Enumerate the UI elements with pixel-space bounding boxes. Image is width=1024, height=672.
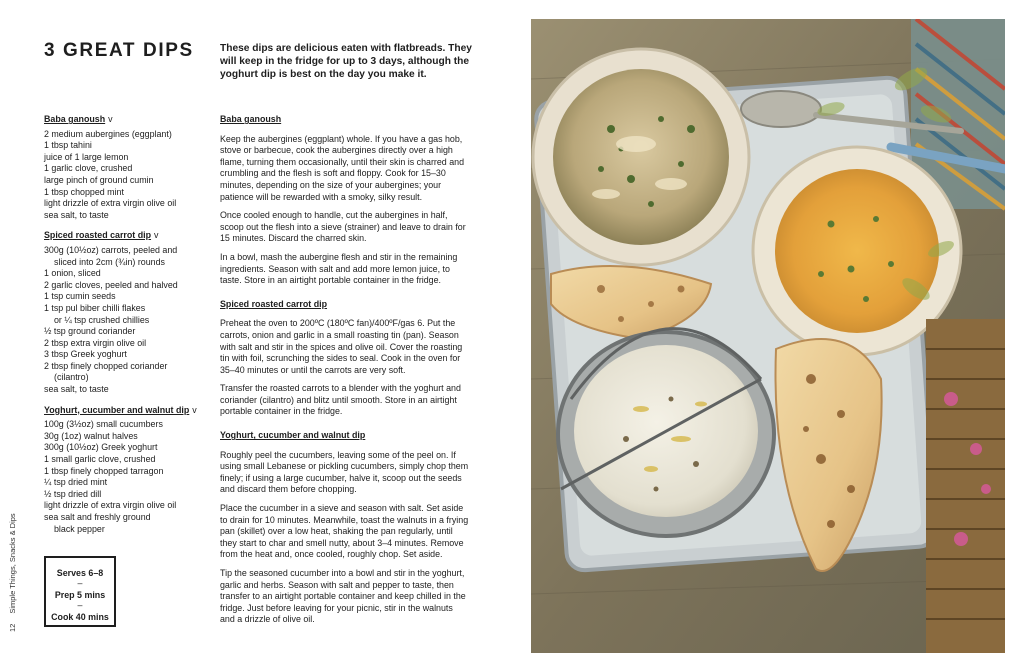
ingredient-item: light drizzle of extra virgin olive oil xyxy=(44,198,177,209)
ingredient-item: ½ tsp dried dill xyxy=(44,488,102,499)
ingredient-item: 300g (10½oz) carrots, peeled and xyxy=(44,244,178,255)
ingredient-item: black pepper xyxy=(54,523,105,534)
cook-time-text: Cook 40 mins xyxy=(51,612,109,622)
food-photo xyxy=(531,19,1005,653)
ingredient-item: 2 tbsp finely chopped coriander xyxy=(44,360,168,371)
ingredient-item: 1 tsp cumin seeds xyxy=(44,291,116,302)
ingredients-heading-baba-text: Baba ganoush xyxy=(44,114,106,124)
vegetarian-mark: v xyxy=(192,404,197,415)
method-heading-baba: Baba ganoush xyxy=(220,114,282,124)
ingredient-list-yoghurt xyxy=(44,419,216,535)
method-paragraph: Roughly peel the cucumbers, leaving some of the peel on. If using small Lebanese or pickling cucumbers, simply chop them finely; if using a large cucumber, halve it, scoop out the seeds and discard them before chopping. xyxy=(220,449,469,495)
method-paragraph: Once cooled enough to handle, cut the aubergines in half, scoop out the flesh into a sieve (strainer) and leave to drain for 15 minutes. Discard the charred skin. xyxy=(220,210,466,244)
method-paragraph: Place the cucumber in a sieve and season with salt. Set aside to drain for 10 minutes. Meanwhile, toast the walnuts in a frying pan (skillet) over a low heat, shaking the pan regularly, until they start to char and smell nutty, about 3–4 minutes. Remove from the heat and, once cooled, roughly chop. Set aside. xyxy=(220,503,469,560)
wicker-basket xyxy=(926,319,1005,653)
method-paragraph: Transfer the roasted carrots to a blender with the yoghurt and coriander (cilantro) and blitz until smooth. Store in an airtight portable container in the fridge. xyxy=(220,383,461,417)
ingredients-heading-carrot-text: Spiced roasted carrot dip xyxy=(44,230,152,241)
ingredient-item: 3 tbsp Greek yoghurt xyxy=(44,349,127,360)
method-paragraph: Tip the seasoned cucumber into a bowl and stir in the yoghurt, garlic and herbs. Season with salt and pepper to taste, then transfer to an airtight portable container and keep chilled in the fridge. Just before leaving for your picnic, stir in the walnuts and a drizzle of olive oil. xyxy=(220,568,466,625)
ingredient-item: (cilantro) xyxy=(54,372,89,383)
ingredients-heading-carrot xyxy=(44,230,216,242)
ingredient-item: sliced into 2cm (¾in) rounds xyxy=(54,256,165,267)
serves-text: Serves 6–8 xyxy=(56,568,104,578)
method-column xyxy=(220,114,470,633)
intro-text: These dips are delicious eaten with flatbreads. They will keep in the fridge for up to 3 days, although the yoghurt dip is best on the day you make it. xyxy=(220,43,472,80)
ingredient-item: or ¼ tsp crushed chillies xyxy=(54,314,150,325)
method-heading-carrot: Spiced roasted carrot dip xyxy=(220,298,328,309)
serves-separator: – xyxy=(77,600,83,610)
page-title: 3 GREAT DIPS xyxy=(44,40,194,61)
page-number: 12 xyxy=(8,623,17,632)
method-paragraph: Keep the aubergines (eggplant) whole. If you have a gas hob, stove or barbecue, cook the aubergines directly over a high flame, turning them occasionally, until their skin is charred and crumbling and the flesh is soft and floppy. Cook for 15–30 minutes, depending on the size of your aubergines; your patience will be rewarded with a smoky, silky result. xyxy=(220,133,465,202)
prep-time-text: Prep 5 mins xyxy=(54,590,106,600)
ingredient-list-baba xyxy=(44,129,216,222)
ingredient-item: 1 tbsp tahini xyxy=(44,140,92,151)
ingredient-item: juice of 1 large lemon xyxy=(44,151,129,162)
ingredient-item: large pinch of ground cumin xyxy=(44,174,154,185)
ingredient-item: 1 tsp pul biber chilli flakes xyxy=(44,302,146,313)
ingredients-heading-yoghurt-text: Yoghurt, cucumber and walnut dip xyxy=(44,404,190,415)
ingredient-item: sea salt and freshly ground xyxy=(44,512,151,522)
ingredient-item: light drizzle of extra virgin olive oil xyxy=(44,500,177,511)
ingredient-list-carrot xyxy=(44,245,216,396)
yoghurt-dip-tin xyxy=(558,329,774,536)
side-running-footer xyxy=(8,513,17,632)
method-paragraph: In a bowl, mash the aubergine flesh and stir in the remaining ingredients. Season with salt and add more lemon juice, to taste. Store in an airtight portable container in the fridge. xyxy=(220,251,458,286)
ingredients-heading-baba xyxy=(44,114,216,126)
ingredient-item: 1 tbsp finely chopped tarragon xyxy=(44,465,164,476)
ingredient-item: 30g (1oz) walnut halves xyxy=(44,430,138,441)
method-paragraph: Preheat the oven to 200ºC (180ºC fan)/400ºF/gas 6. Put the carrots, onion and garlic in a small roasting tin (pan). Season with salt and stir in the spices and olive oil. Cover the roasting tin with foil, scrunching the sides to seal. Cook in the oven for 35–40 minutes or until the carrots are very soft. xyxy=(220,318,463,375)
ingredient-item: 300g (10½oz) Greek yoghurt xyxy=(44,442,158,453)
ingredient-item: 2 garlic cloves, peeled and halved xyxy=(44,279,178,290)
ingredient-item: sea salt, to taste xyxy=(44,384,109,395)
serves-info-box xyxy=(44,556,116,627)
ingredient-item: ¼ tsp dried mint xyxy=(44,477,108,488)
section-label: Simple Things, Snacks & Dips xyxy=(8,513,17,614)
vegetarian-mark: v xyxy=(154,230,159,241)
ingredients-heading-yoghurt xyxy=(44,405,216,417)
ingredient-item: 1 small garlic clove, crushed xyxy=(44,454,156,465)
baba-ganoush-bowl xyxy=(533,49,749,265)
food-photo-illustration xyxy=(531,19,1005,653)
ingredients-column xyxy=(44,114,216,535)
ingredient-item: sea salt, to taste xyxy=(44,209,109,220)
vegetarian-mark: v xyxy=(108,114,113,124)
serves-separator: – xyxy=(77,578,83,588)
ingredient-item: 2 medium aubergines (eggplant) xyxy=(44,128,172,139)
ingredient-item: ½ tsp ground coriander xyxy=(44,326,136,337)
ingredient-item: 100g (3½oz) small cucumbers xyxy=(44,419,163,430)
ingredient-item: 1 garlic clove, crushed xyxy=(44,163,133,174)
ingredient-item: 2 tbsp extra virgin olive oil xyxy=(44,337,147,348)
ingredient-item: 1 onion, sliced xyxy=(44,268,101,279)
ingredient-item: 1 tbsp chopped mint xyxy=(44,186,124,197)
method-heading-yoghurt: Yoghurt, cucumber and walnut dip xyxy=(220,430,366,441)
